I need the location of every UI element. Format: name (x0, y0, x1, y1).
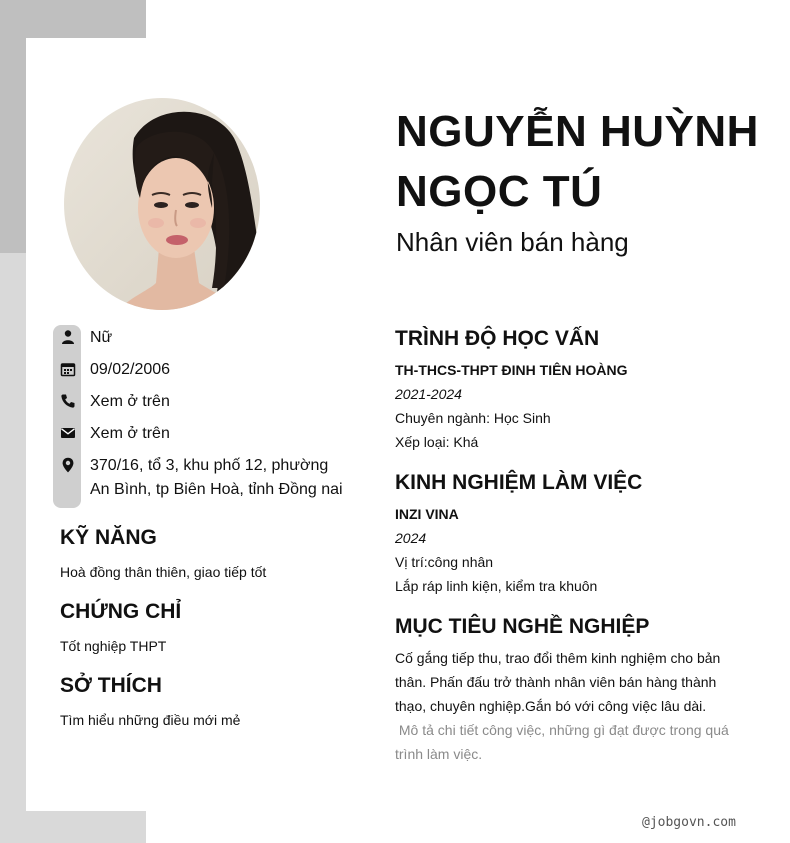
experience-description: Lắp ráp linh kiện, kiểm tra khuôn (395, 578, 598, 594)
job-title: Nhân viên bán hàng (396, 227, 629, 257)
certificates-section (60, 597, 181, 657)
education-school: TH-THCS-THPT ĐINH TIÊN HOÀNG (395, 362, 628, 378)
address-line-2: An Bình, tp Biên Hoà, tỉnh Đồng nai (90, 481, 343, 498)
mail-icon (60, 425, 76, 441)
education-period: 2021-2024 (395, 386, 462, 402)
objective-placeholder-line-1: Mô tả chi tiết công việc, những gì đạt được trong quá (395, 722, 729, 738)
objective-section (395, 612, 765, 766)
phone-value: Xem ở trên (90, 393, 170, 410)
certificates-heading: CHỨNG CHỈ (60, 600, 182, 623)
objective-line-3: thạo, chuyên nghiệp.Gắn bó với công việc lâu dài. (395, 698, 707, 714)
contact-icon-rail (53, 325, 81, 508)
objective-placeholder-line-2: trình làm việc. (395, 746, 483, 762)
objective-line-1: Cố gắng tiếp thu, trao đổi thêm kinh nghiệm cho bản (395, 650, 721, 666)
skills-text: Hoà đồng thân thiên, giao tiếp tốt (60, 564, 267, 580)
hobbies-text: Tìm hiểu những điều mới mẻ (60, 712, 241, 728)
objective-heading: MỤC TIÊU NGHỀ NGHIỆP (395, 615, 650, 638)
address-line-1: 370/16, tổ 3, khu phố 12, phường (90, 457, 329, 474)
experience-section (395, 468, 765, 598)
hobbies-section (60, 671, 240, 731)
education-grade: Xếp loại: Khá (395, 434, 479, 450)
name-line-2: NGỌC TÚ (396, 167, 603, 216)
birthdate-value: 09/02/2006 (90, 361, 171, 378)
experience-heading: KINH NGHIỆM LÀM VIỆC (395, 471, 643, 494)
phone-icon (60, 393, 76, 409)
experience-year: 2024 (395, 530, 427, 546)
certificates-text: Tốt nghiệp THPT (60, 638, 167, 654)
person-icon (60, 329, 76, 345)
experience-position: Vị trí:công nhân (395, 554, 494, 570)
email-value: Xem ở trên (90, 425, 170, 442)
objective-line-2: thân. Phấn đấu trở thành nhân viên bán hàng thành (395, 674, 717, 690)
location-pin-icon (60, 457, 76, 473)
skills-heading: KỸ NĂNG (60, 526, 157, 549)
watermark: @jobgovn.com (642, 815, 736, 830)
experience-company: INZI VINA (395, 506, 459, 522)
hobbies-heading: SỞ THÍCH (60, 674, 162, 697)
education-heading: TRÌNH ĐỘ HỌC VẤN (395, 327, 600, 350)
profile-photo (64, 98, 260, 310)
candidate-name (396, 102, 776, 222)
skills-section (60, 523, 266, 583)
name-line-1: NGUYỄN HUỲNH (396, 107, 759, 156)
education-major: Chuyên ngành: Học Sinh (395, 410, 551, 426)
calendar-icon (60, 361, 76, 377)
gender-value: Nữ (90, 329, 113, 346)
education-section (395, 324, 765, 454)
